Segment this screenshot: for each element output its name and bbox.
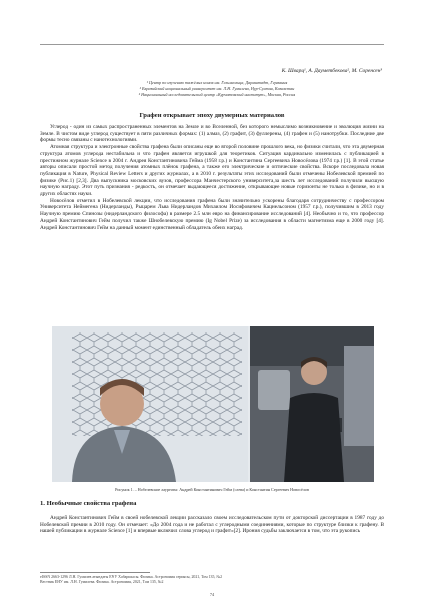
affiliations <box>60 80 374 98</box>
footer-line-2: Вестник ЕНУ им. Л.Н. Гумилева. Физика. Астрономия, 2021, Том 135, №2 <box>40 580 164 584</box>
footer-line-1: eISSN 2663-1296 Л.Н. Гумилев атындағы ЕҰУ Хабаршысы. Физика. Астрономия сериясы, 2021, Том 135, №2 <box>40 575 223 579</box>
paragraph-1: Углерод - один из самых распространенных элементов на Земле и во Вселенной, без которого немыслимо возникновение и эволюция жизни на Земле. В чистом виде углерод существует в пяти различных формах: (1) алмаз, (2) графит, (3) фуллерены, (4) графен и (5) нанотрубки. Последние две формы тесно связаны с нанотехнологиями. <box>40 124 384 144</box>
section-heading: 1. Необычные свойства графена <box>40 500 137 507</box>
figure-caption: Рисунок 1. – Нобелевские лауреаты: Андрей Константинович Гейм (слева) и Константин Сергеевич Новосёлов <box>115 487 309 492</box>
article-title: Графен открывает эпоху двумерных материалов <box>139 112 285 119</box>
journal-footer <box>40 575 384 585</box>
lab-equipment <box>258 370 290 410</box>
laureates-photo <box>52 326 374 482</box>
affiliation-1: ¹ Центр по изучению тяжёлых ионов им. Гельмгольца, Дармштадт, Германия <box>146 80 288 85</box>
novoselov-tshirt <box>284 393 344 482</box>
author-line: К. Шварц¹, А. Дауметбекова², М. Соренсен³ <box>281 68 382 74</box>
section-paragraph: Андрей Константинович Гейм в своей нобелевской лекции рассказало своем исследовательском пути от докторской диссертации в 1987 году до Нобелевской премии в 2010 году. Он отмечает: «До 2004 года и не работал с углеродными соединениями, которые по структуре близки к графену. В нашей публикации в журнале Science [1] и впервые включил слова углерод и графит»[2]. Ирония судьбы заключается в том, что эта рукопись <box>40 515 384 535</box>
paragraph-3: Новосёлов отметил в Нобелевской лекции, что исследования графена были значительно ускорены благодаря сотрудничеству с профессором Университета Неймегена (Нидерланды), Рыцарем Льва Нидерландов Михаилом Иосифовичем Кацнельсоном (1957 г.р.), получившим в 2013 году Научную премию Спинозы (нидерландского философа) в размере 2.5 млн евро на финансирование исследований [4]. Необычно и то, что профессор Андрей Константинович Гейм получил также Шнобелевскую премию (Ig Nobel Prize) за исследования в области магнетизма еще в 2000 году [4]. Андрей Константинович Гейм на данный момент единственный обладатель обеих наград. <box>40 197 384 231</box>
affiliation-2: ² Евразийский национальный университет им. Л.Н. Гумилева, Нур-Султан, Казахстан <box>139 86 295 91</box>
intro-text <box>40 124 384 231</box>
footer-rule <box>40 572 150 573</box>
graphene-lattice-model <box>72 332 242 436</box>
section-text <box>40 515 384 535</box>
header-rule <box>40 44 384 45</box>
figure-photo <box>52 326 374 482</box>
affiliation-3: ³ Национальный исследовательский центр «Курчатовский институт», Москва, Россия <box>138 92 296 97</box>
page-number: 74 <box>209 592 215 597</box>
paragraph-2: Атомная структура и электронные свойства графена были описаны еще во второй половине прошлого века, но физики считали, что эта двумерная структура атомов углерода нестабильна и что графен является игрушкой для теоретиков. Ситуация кардинально изменилась с публикацией в престижном журнале Science в 2004 г. Андрея Константиновича Гейма (1958 г.р.) и Константина Сергеевича Новосёлова (1974 г.р.) [1]. В этой статье авторы описали простой метод получения атомных плёнок графена, а также его электрические и оптические свойства. Вскоре последовала новая публикация в Nature, Physical Review Letters и других журналах, а в 2010 г. результаты этих исследований были отмечены Нобелевской премией по физике (Рис.1) [2,3]. Два выпускника московских вузов, профессора Манчестерского университета,за шесть лет исследований получили высшую научную награду. Этот путь признания - редкость, он отмечает выдающееся достижение, открывающее новые горизонты не только в физике, но и в других областях науки. <box>40 144 384 198</box>
